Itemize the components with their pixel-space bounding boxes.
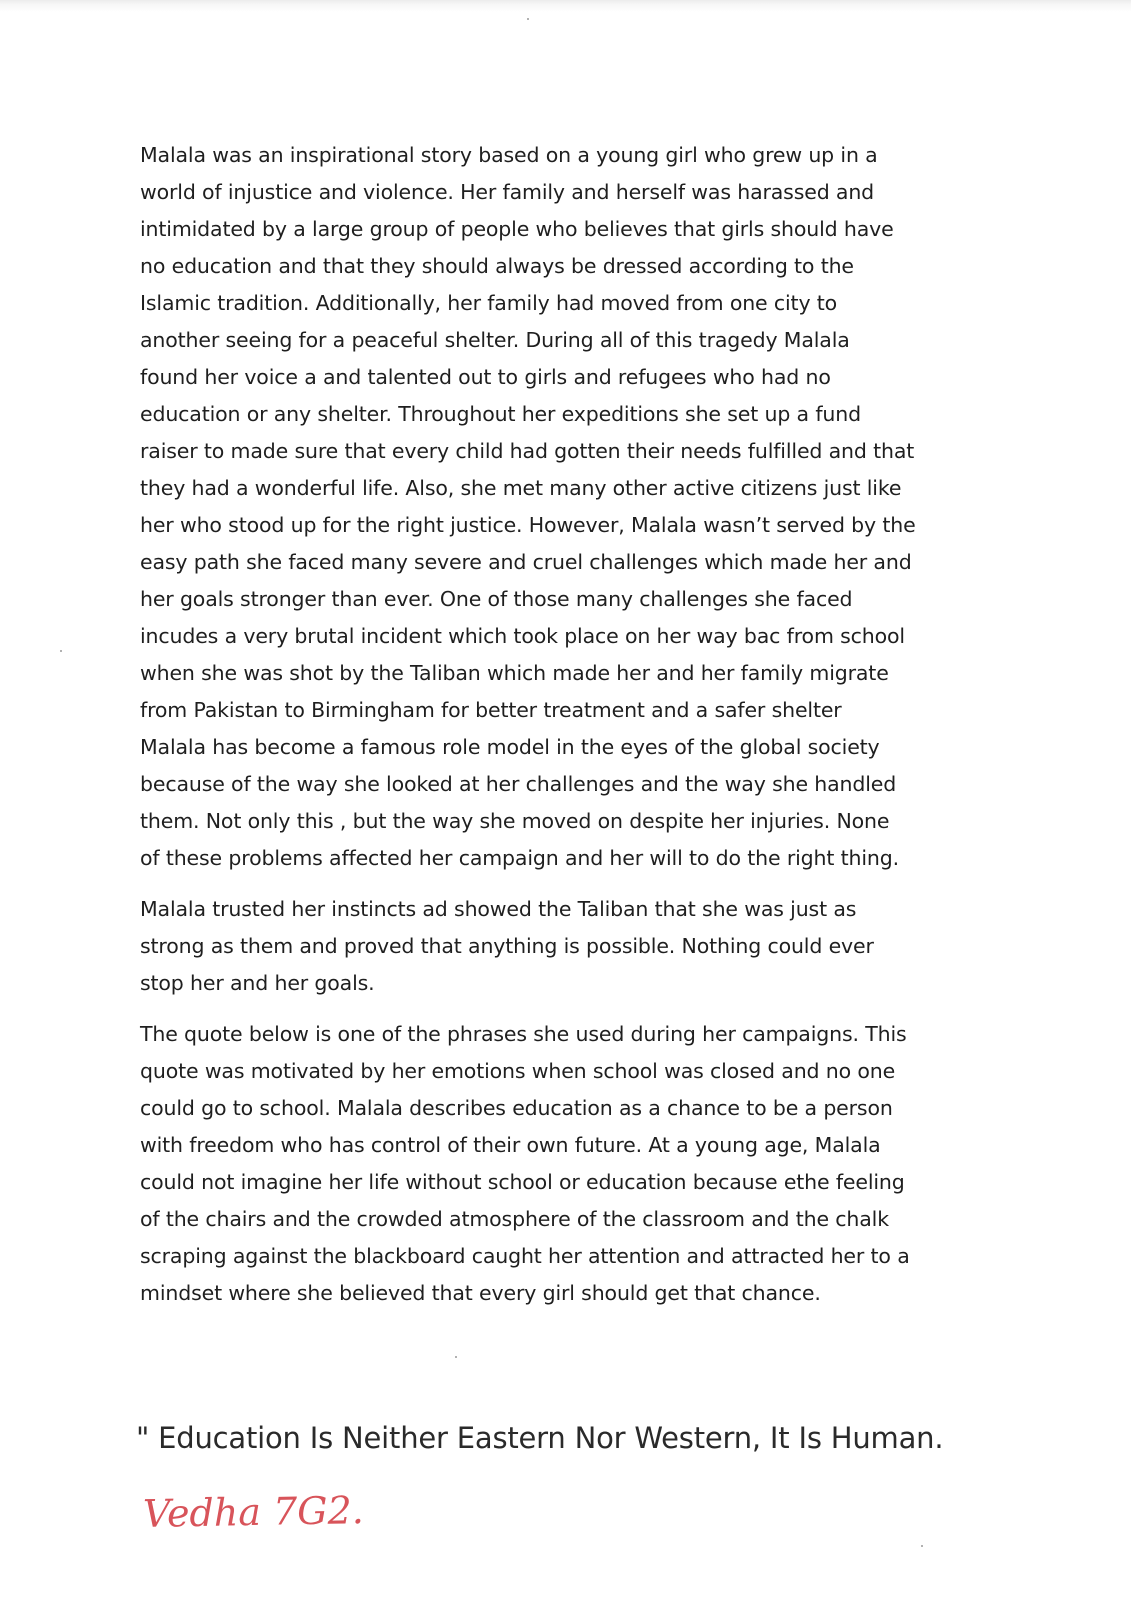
text-line: found her voice a and talented out to girls and refugees who had no [140, 365, 831, 389]
text-line: raiser to made sure that every child had gotten their needs fulfilled and that [140, 439, 915, 463]
essay-paragraph-3 [140, 1016, 1000, 1312]
closing-quote: " Education Is Neither Eastern Nor Western, It Is Human. [136, 1421, 944, 1455]
text-line: of these problems affected her campaign and her will to do the right thing. [140, 846, 899, 870]
text-line: her goals stronger than ever. One of those many challenges she faced [140, 587, 853, 611]
text-line: from Pakistan to Birmingham for better treatment and a safer shelter [140, 698, 842, 722]
text-line: her who stood up for the right justice. However, Malala wasn’t served by the [140, 513, 916, 537]
text-line: could not imagine her life without school or education because ethe feeling [140, 1170, 905, 1194]
text-line: because of the way she looked at her challenges and the way she handled [140, 772, 897, 796]
essay-paragraph-2 [140, 891, 1000, 1002]
scan-speck [60, 650, 62, 652]
text-line: strong as them and proved that anything is possible. Nothing could ever [140, 934, 874, 958]
text-line: education or any shelter. Throughout her expeditions she set up a fund [140, 402, 861, 426]
text-line: scraping against the blackboard caught her attention and attracted her to a [140, 1244, 910, 1268]
scan-edge-shadow [0, 0, 1131, 12]
text-line: them. Not only this , but the way she moved on despite her injuries. None [140, 809, 890, 833]
text-line: Malala was an inspirational story based on a young girl who grew up in a [140, 143, 878, 167]
text-line: Islamic tradition. Additionally, her family had moved from one city to [140, 291, 838, 315]
text-line: stop her and her goals. [140, 971, 375, 995]
essay-paragraph-1 [140, 137, 1000, 877]
text-line: mindset where she believed that every girl should get that chance. [140, 1281, 821, 1305]
text-line: no education and that they should always be dressed according to the [140, 254, 854, 278]
handwritten-signature: Vedha 7G2. [142, 1488, 365, 1536]
text-line: another seeing for a peaceful shelter. During all of this tragedy Malala [140, 328, 850, 352]
text-line: could go to school. Malala describes education as a chance to be a person [140, 1096, 893, 1120]
text-line: they had a wonderful life. Also, she met many other active citizens just like [140, 476, 902, 500]
text-line: world of injustice and violence. Her family and herself was harassed and [140, 180, 875, 204]
text-line: intimidated by a large group of people who believes that girls should have [140, 217, 894, 241]
text-line: of the chairs and the crowded atmosphere of the classroom and the chalk [140, 1207, 889, 1231]
essay-body [140, 137, 1000, 1312]
scan-speck [921, 1545, 923, 1547]
text-line: The quote below is one of the phrases she used during her campaigns. This [140, 1022, 907, 1046]
text-line: when she was shot by the Taliban which made her and her family migrate [140, 661, 889, 685]
scan-speck [527, 18, 529, 20]
text-line: with freedom who has control of their own future. At a young age, Malala [140, 1133, 881, 1157]
text-line: quote was motivated by her emotions when school was closed and no one [140, 1059, 896, 1083]
text-line: easy path she faced many severe and cruel challenges which made her and [140, 550, 912, 574]
text-line: incudes a very brutal incident which took place on her way bac from school [140, 624, 905, 648]
text-line: Malala has become a famous role model in the eyes of the global society [140, 735, 880, 759]
scan-speck [455, 1356, 457, 1358]
text-line: Malala trusted her instincts ad showed the Taliban that she was just as [140, 897, 857, 921]
